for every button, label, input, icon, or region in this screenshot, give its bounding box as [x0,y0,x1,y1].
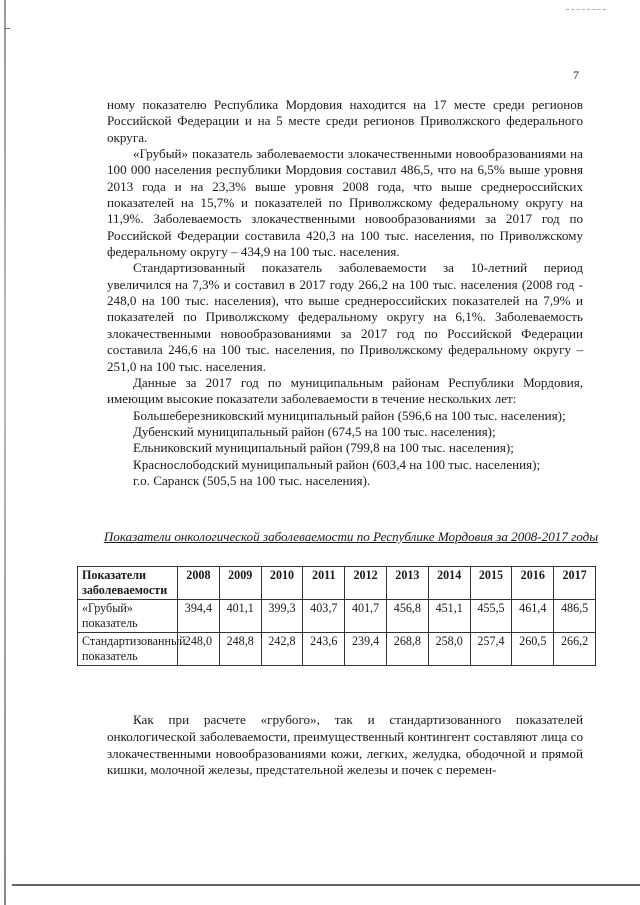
year-header: 2011 [303,567,345,600]
table-cell: 403,7 [303,600,345,633]
district-item: г.о. Саранск (505,5 на 100 тыс. населения). [133,472,371,488]
main-text [107,97,583,489]
closing-text [107,712,583,779]
year-header: 2010 [261,567,303,600]
row-label: Стандартизованный показатель [78,633,178,666]
paragraph-standardized-rate: Стандартизованный показатель заболеваемости за 10-летний период увеличился на 7,3% и составил в 2017 году 266,2 на 100 тыс. населения (2008 год - 248,0 на 100 тыс. населения), что выше среднероссийских показателей на 7,9% и показателей по Приволжскому федеральному округу на 6,1%. Заболеваемость злокачественными новообразованиями за 2017 год по Российской Федерации составила 246,6 на 100 тыс. населения, по Приволжскому федеральному округу – 251,0 на 100 тыс. населения. [107,260,583,374]
table-cell: 239,4 [345,633,387,666]
district-item: Краснослободский муниципальный район (603,4 на 100 тыс. населения); [133,456,541,472]
table-cell: 248,8 [219,633,261,666]
table-cell: 461,4 [512,600,554,633]
table-row-crude [78,600,596,633]
scan-bottom-edge [12,884,640,886]
year-header: 2012 [345,567,387,600]
table-cell: 257,4 [470,633,512,666]
paragraph-crude-rate: «Грубый» показатель заболеваемости злокачественными новообразованиями на 100 000 населения республики Мордовия составил 486,5, что на 6,5% выше уровня 2013 года и на 23,3% выше уровня 2008 года, что выше среднероссийских показателей на 15,7% и показателей по Приволжскому федеральному округу на 11,9%. Заболеваемость злокачественными новообразованиями за 2017 год по Российской Федерации составила 420,3 на 100 тыс. населения, по Приволжскому федеральному округу – 434,9 на 100 тыс. населения. [107,146,583,260]
table-cell: 456,8 [386,600,428,633]
scan-left-edge [4,0,6,905]
table-cell: 401,7 [345,600,387,633]
district-item: Дубенский муниципальный район (674,5 на 100 тыс. населения); [133,423,496,439]
row-label: «Грубый» показатель [78,600,178,633]
district-item: Ельниковский муниципальный район (799,8 на 100 тыс. населения); [133,440,514,456]
table-cell: 401,1 [219,600,261,633]
scan-mark [4,28,10,29]
table-cell: 399,3 [261,600,303,633]
year-header: 2009 [219,567,261,600]
table-cell: 266,2 [554,633,596,666]
table-cell: 243,6 [303,633,345,666]
header-label: Показатели заболеваемости [78,567,178,600]
incidence-table [77,566,596,666]
scan-top-dash [566,9,606,11]
table-cell: 451,1 [428,600,470,633]
district-list [107,408,583,490]
year-header: 2008 [178,567,220,600]
year-header: 2016 [512,567,554,600]
table-cell: 260,5 [512,633,554,666]
paragraph-contingent: Как при расчете «грубого», так и стандартизованного показателей онкологической заболеваемости, преимущественный контингент составляют лица со злокачественными новообразованиями кожи, легких, желудка, ободочной и прямой кишки, молочной железы, предстательной железы и почек с перемен- [107,712,583,778]
year-header: 2014 [428,567,470,600]
table-cell: 242,8 [261,633,303,666]
year-header: 2017 [554,567,596,600]
table-cell: 248,0 [178,633,220,666]
table-cell: 455,5 [470,600,512,633]
paragraph-districts-intro: Данные за 2017 год по муниципальным районам Республики Мордовия, имеющим высокие показатели заболеваемости в течение нескольких лет: [107,374,583,407]
table-cell: 394,4 [178,600,220,633]
table-cell: 268,8 [386,633,428,666]
table-cell: 258,0 [428,633,470,666]
table-row-standardized [78,633,596,666]
year-header: 2013 [386,567,428,600]
table-cell: 486,5 [554,600,596,633]
district-item: Большеберезниковский муниципальный район (596,6 на 100 тыс. населения); [133,407,566,423]
table-header-row [78,567,596,600]
paragraph-continuation: ному показателю Республика Мордовия находится на 17 месте среди регионов Российской Федерации и на 5 месте среди регионов Приволжского федерального округа. [107,97,583,145]
table-caption: Показатели онкологической заболеваемости по Республике Мордовия за 2008-2017 годы [103,529,599,544]
page-number: 7 [573,68,579,82]
year-header: 2015 [470,567,512,600]
